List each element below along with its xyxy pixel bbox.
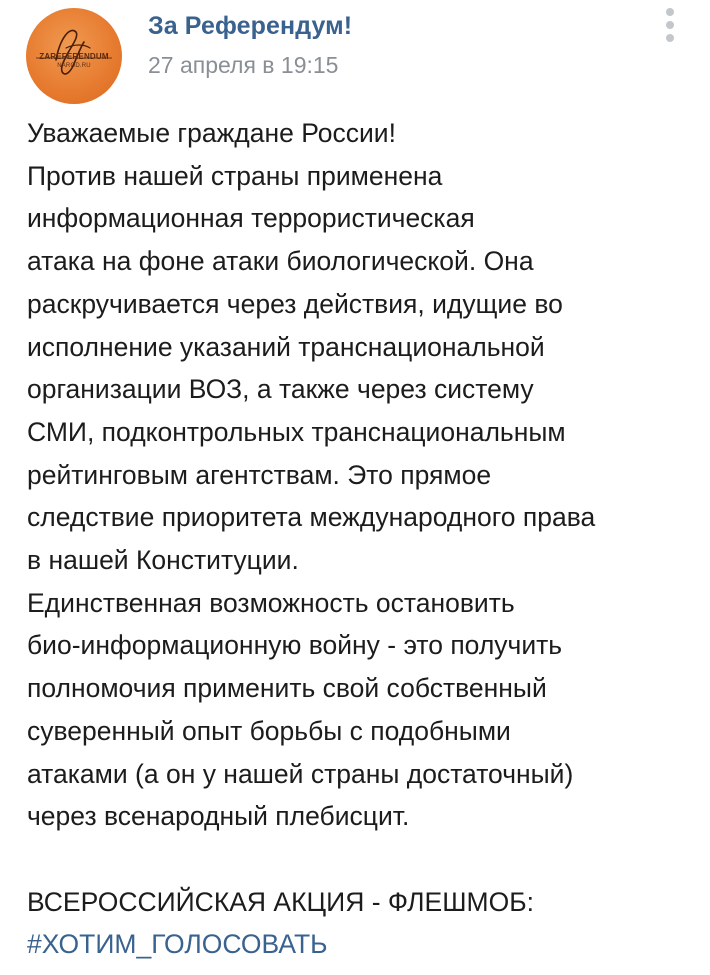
post-header — [0, 0, 710, 110]
post-text — [27, 112, 697, 966]
post-text-line: в нашей Конституции. — [27, 545, 299, 576]
post-text-line: исполнение указаний транснациональной — [27, 331, 545, 362]
action-heading: ВСЕРОССИЙСКАЯ АКЦИЯ - ФЛЕШМОБ: — [27, 886, 534, 917]
author-name-link[interactable]: За Референдум! — [148, 12, 353, 40]
paragraph-gap — [27, 838, 697, 881]
author-avatar[interactable] — [26, 8, 122, 104]
post-date[interactable]: 27 апреля в 19:15 — [148, 52, 339, 78]
post-text-line: следствие приоритета международного права — [27, 502, 596, 533]
post-text-line: через всенародный плебисцит. — [27, 801, 410, 832]
post-text-line: суверенный опыт борьбы с подобными — [27, 715, 511, 746]
avatar-logo-subtext: NAROD.RU — [57, 63, 91, 69]
post-text-line: раскручивается через действия, идущие во — [27, 288, 563, 319]
post-text-line: СМИ, подконтрольных транснациональным — [27, 416, 566, 447]
post-text-line: атака на фоне атаки биологической. Она — [27, 246, 534, 277]
post-text-line: организации ВОЗ, а также через систему — [27, 374, 534, 405]
post-text-line: полномочия применить свой собственный — [27, 673, 547, 704]
post-text-line: Против нашей страны применена — [27, 160, 443, 191]
avatar-logo-text: ZAREFERENDUM — [39, 52, 109, 61]
post-text-line: Уважаемые граждане России! — [27, 118, 396, 148]
post-text-line: рейтинговым агентствам. Это прямое — [27, 459, 492, 490]
post-text-line: био-информационную войну - это получить — [27, 630, 563, 661]
post-text-line: информационная террористическая — [27, 203, 475, 234]
post-text-line: Единственная возможность остановить — [27, 587, 515, 618]
post-text-line: атаками (а он у нашей страны достаточный) — [27, 758, 574, 789]
hashtag-link[interactable]: #ХОТИМ_ГОЛОСОВАТЬ — [27, 929, 328, 960]
more-vertical-icon[interactable] — [658, 6, 682, 46]
